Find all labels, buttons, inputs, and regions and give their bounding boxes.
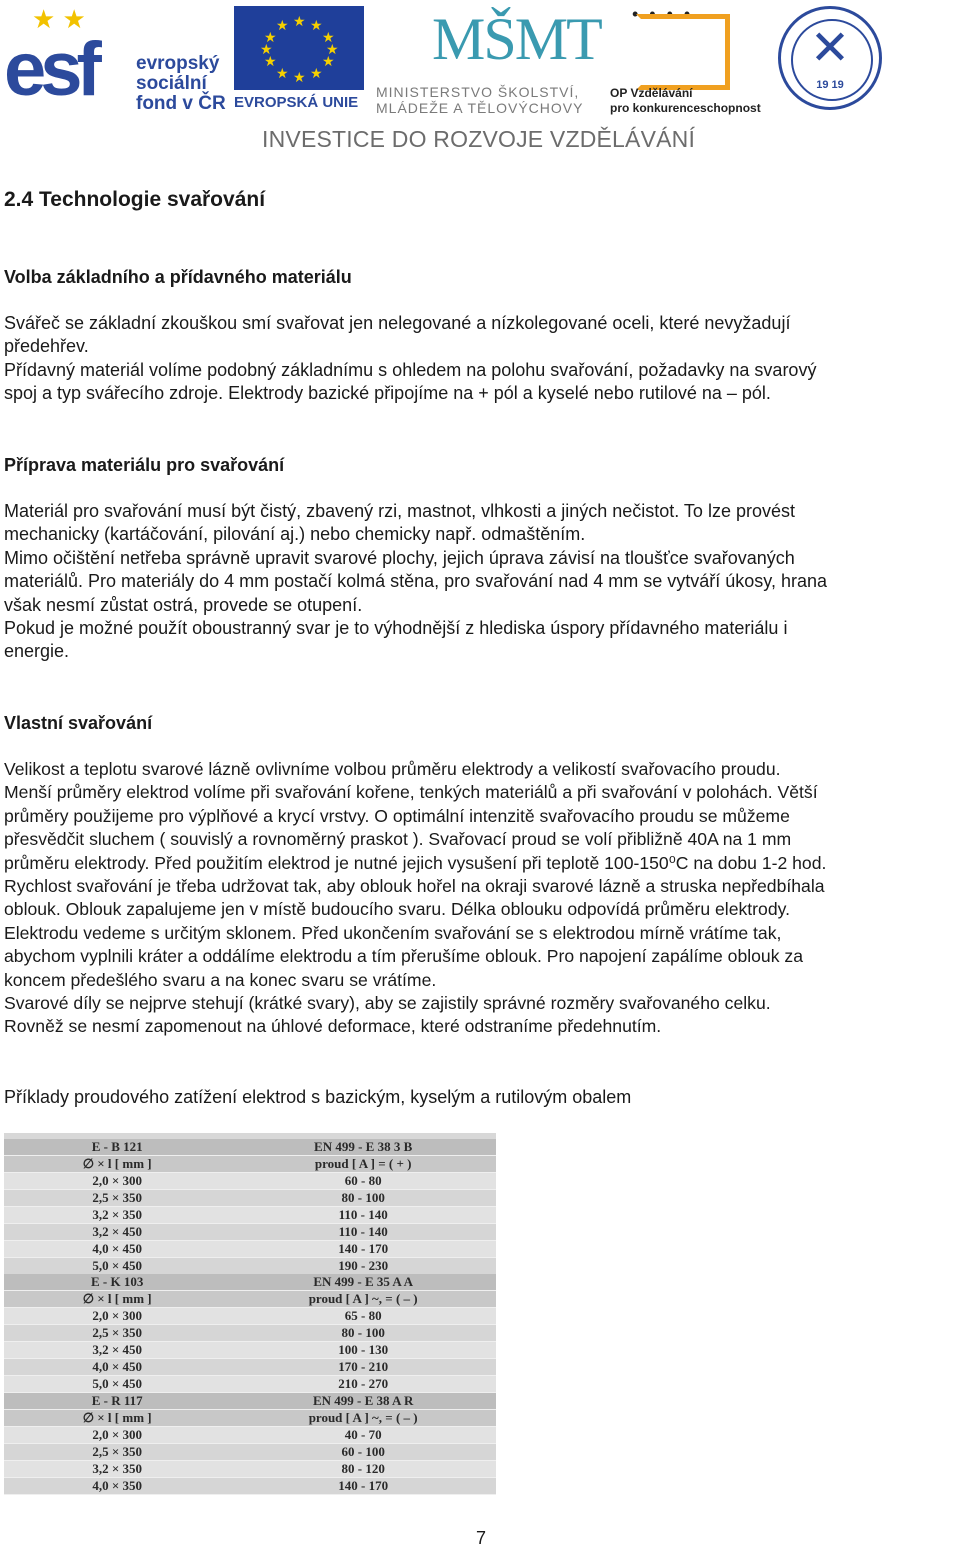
paragraph-material-selection (4, 312, 956, 406)
table-row: 2,0 × 300 60 - 80 (4, 1173, 496, 1190)
text-line: oblouk. Oblouk zapalujeme jen v místě budoucího svaru. Délka oblouku odpovídá průměru elektrody. (4, 899, 790, 920)
table-row: 5,0 × 450 210 - 270 (4, 1376, 496, 1393)
esf-logo-letters: esf (4, 27, 96, 112)
text-line: spoj a typ svářecího zdroje. Elektrody bazické připojíme na + pól a kyselé nebo rutilové na – pól. (4, 383, 771, 404)
heading-material-selection: Volba základního a přídavného materiálu (4, 267, 352, 287)
op-line-1: OP Vzdělávání (610, 86, 693, 100)
text-line: Svarové díly se nejprve stehují (krátké svary), aby se zajistily správné rozměry svařovaného celku. (4, 993, 771, 1014)
op-frame-icon (636, 14, 730, 90)
table-row: 5,0 × 450 190 - 230 (4, 1258, 496, 1275)
table-title-left: E - B 121 (4, 1139, 230, 1156)
msmt-mark: MŠMT (432, 6, 601, 72)
page-header (0, 0, 960, 160)
table-title-right: EN 499 - E 38 3 B (230, 1139, 496, 1156)
msmt-logo (376, 4, 606, 114)
table-row: 4,0 × 350 140 - 170 (4, 1478, 496, 1495)
table-row: 2,0 × 300 40 - 70 (4, 1427, 496, 1444)
column-header-current: proud [ A ] ~, = ( – ) (230, 1291, 496, 1308)
esf-logo (4, 6, 226, 112)
column-header-current: proud [ A ] ~, = ( – ) (230, 1410, 496, 1427)
op-line-2: pro konkurenceschopnost (610, 101, 761, 115)
text-line: předehřev. (4, 336, 89, 357)
page-number: 7 (476, 1528, 487, 1548)
text-line: Rychlost svařování je třeba udržovat tak, aby oblouk hořel na okraji svarové lázně a struska nepředbíhala (4, 876, 825, 897)
crossed-tools-icon: ✕ (809, 22, 851, 75)
text-line: průměry použijeme pro výplňové a krycí vrstvy. O optimální intenzitě svařovacího proudu se můžeme (4, 805, 790, 826)
eu-label: EVROPSKÁ UNIE (234, 94, 359, 111)
table-title-left: E - R 117 (4, 1393, 230, 1410)
header-tagline: INVESTICE DO ROZVOJE VZDĚLÁVÁNÍ (262, 126, 696, 152)
heading-material-preparation: Příprava materiálu pro svařování (4, 455, 285, 475)
paragraph-material-preparation (4, 500, 956, 664)
table-row: 4,0 × 450 170 - 210 (4, 1359, 496, 1376)
table-row: 2,5 × 350 80 - 100 (4, 1190, 496, 1207)
table-row: 2,5 × 350 80 - 100 (4, 1325, 496, 1342)
table-row: 3,2 × 350 80 - 120 (4, 1461, 496, 1478)
text-line: průměru elektrody. Před použitím elektrod je nutné jejich vysušení při teplotě 100-150⁰C na dobu 1-2 hod. (4, 852, 827, 873)
table-electrode-acid (4, 1274, 496, 1393)
msmt-line-2: MLÁDEŽE A TĚLOVÝCHOVY (376, 100, 584, 116)
table-row: 4,0 × 450 140 - 170 (4, 1241, 496, 1258)
table-row: 3,2 × 450 110 - 140 (4, 1224, 496, 1241)
table-electrode-rutile (4, 1393, 496, 1495)
text-line: mechanicky (kartáčování, pilování aj.) nebo chemicky např. odmaštěním. (4, 524, 586, 545)
op-logo (606, 4, 761, 115)
text-line: Menší průměry elektrod volíme při svařování kořene, tenkých materiálů a při svařování v polohách. Větší (4, 782, 818, 803)
eu-flag-icon: ★ ★ ★ ★ ★ ★ ★ ★ ★ ★ ★ ★ (234, 6, 364, 90)
text-line: Mimo očištění netřeba správně upravit svarové plochy, jejich úprava závisí na tloušťce svařovaných (4, 547, 795, 568)
text-line: energie. (4, 641, 70, 662)
esf-logo-text: evropský sociální fond v ČR (136, 53, 226, 114)
text-line: Pokud je možné použít oboustranný svar je to výhodnější z hlediska úspory přídavného materiálu i (4, 618, 788, 639)
examples-caption: Příklady proudového zatížení elektrod s bazickým, kyselým a rutilovým obalem (4, 1087, 632, 1107)
op-dots-icon: • • • • (632, 4, 694, 24)
section-title: 2.4 Technologie svařování (4, 188, 266, 211)
text-line: koncem předešlého svaru a na konec svaru se vrátíme. (4, 969, 437, 990)
eu-stars-icon: ★ ★ (32, 4, 86, 34)
column-header-size: ∅ × l [ mm ] (4, 1410, 230, 1427)
table-title-left: E - K 103 (4, 1274, 230, 1291)
text-line: přesvědčit sluchem ( souvislý a rovnoměrný praskot ). Svařovací proud se volí přibližně 40A na 1 mm (4, 829, 792, 850)
table-row: 3,2 × 350 110 - 140 (4, 1207, 496, 1224)
column-header-current: proud [ A ] = ( + ) (230, 1156, 496, 1173)
eu-logo (234, 6, 366, 110)
table-row: 2,5 × 350 60 - 100 (4, 1444, 496, 1461)
paragraph-welding (4, 758, 956, 1039)
text-line: abychom vyplnili kráter a oddálíme elektrodu a tím přerušíme oblouk. Pro napojení zapálíme oblouk za (4, 946, 803, 967)
seal-year: 19 19 (816, 79, 844, 91)
text-line: Rovněž se nesmí zapomenout na úhlové deformace, které odstraníme předehnutím. (4, 1016, 662, 1037)
msmt-line-1: MINISTERSTVO ŠKOLSTVÍ, (376, 84, 580, 100)
table-title-right: EN 499 - E 35 A A (230, 1274, 496, 1291)
table-row: 2,0 × 300 65 - 80 (4, 1308, 496, 1325)
text-line: Přídavný materiál volíme podobný základnímu s ohledem na polohu svařování, požadavky na svarový (4, 359, 817, 380)
text-line: materiálů. Pro materiály do 4 mm postačí kolmá stěna, pro svařování nad 4 mm se vytváří úkosy, hrana (4, 571, 828, 592)
school-seal-logo (778, 6, 882, 110)
electrode-tables-image (4, 1133, 496, 1493)
text-line: Elektrodu vedeme s určitým sklonem. Před ukončením svařování se s elektrodou mírně vrátíme tak, (4, 922, 782, 943)
column-header-size: ∅ × l [ mm ] (4, 1156, 230, 1173)
table-title-right: EN 499 - E 38 A R (230, 1393, 496, 1410)
text-line: Materiál pro svařování musí být čistý, zbavený rzi, mastnot, vlhkosti a jiných nečistot. To lze provést (4, 501, 795, 521)
text-line: Svářeč se základní zkouškou smí svařovat jen nelegované a nízkolegované oceli, které nevyžadují (4, 313, 791, 333)
heading-welding: Vlastní svařování (4, 713, 153, 733)
table-electrode-basic (4, 1139, 496, 1275)
text-line: však nesmí zůstat ostrá, provede se otupení. (4, 594, 363, 615)
table-row: 3,2 × 450 100 - 130 (4, 1342, 496, 1359)
column-header-size: ∅ × l [ mm ] (4, 1291, 230, 1308)
text-line: Velikost a teplotu svarové lázně ovlivníme volbou průměru elektrody a velikostí svařovacího proudu. (4, 759, 781, 779)
